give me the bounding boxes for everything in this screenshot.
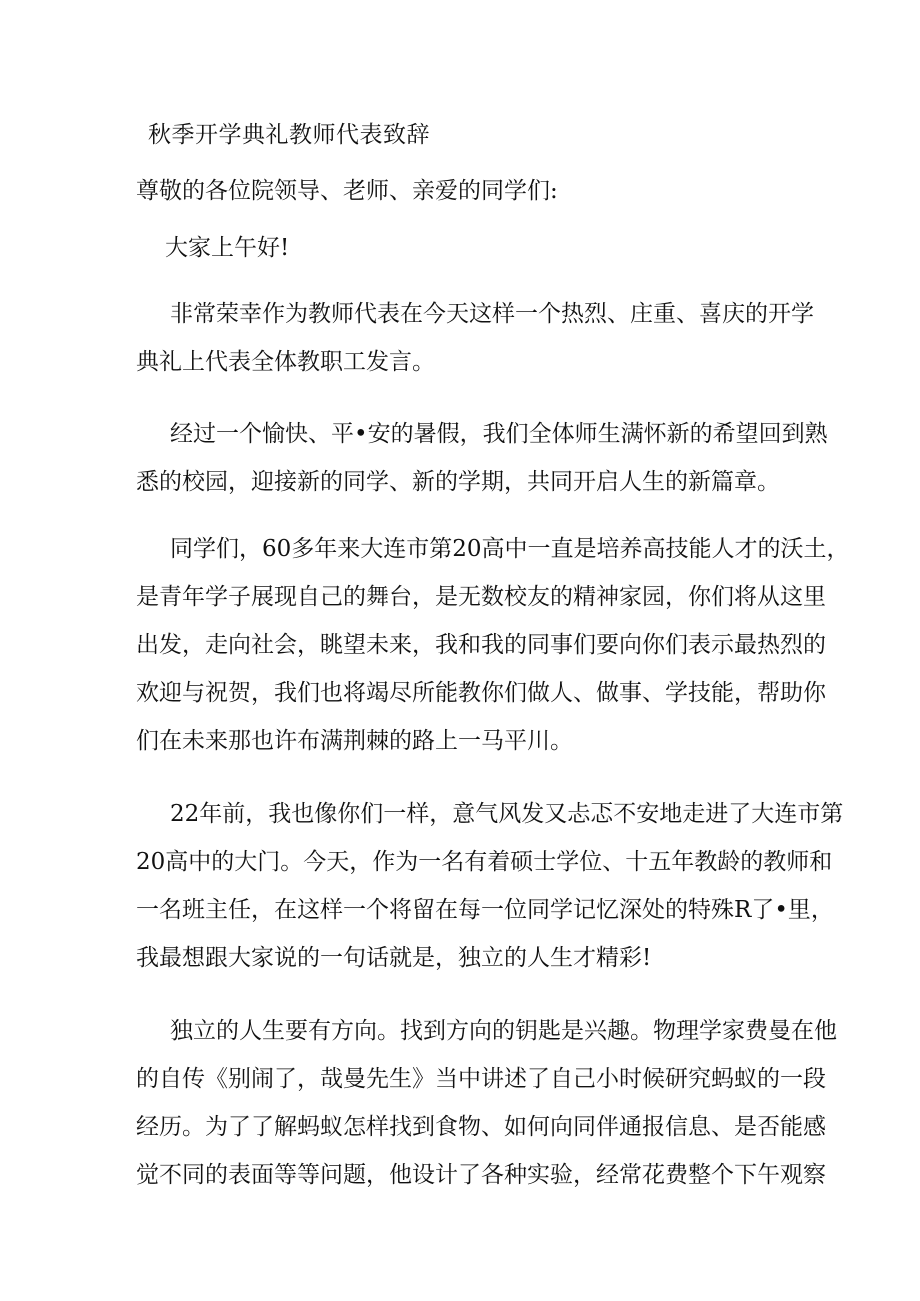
paragraph-line: 欢迎与祝贺，我们也将竭尽所能教你们做人、做事、学技能，帮助你 xyxy=(136,680,826,706)
paragraph-line: 出发，走向社会，眺望未来，我和我的同事们要向你们表示最热烈的 xyxy=(136,632,826,658)
paragraph-line: 典礼上代表全体教职工发言。 xyxy=(136,349,435,375)
paragraph-line: 是青年学子展现自己的舞台，是无数校友的精神家园，你们将从这里 xyxy=(136,584,826,610)
document-title: 秋季开学典礼教师代表致辞 xyxy=(148,122,430,148)
paragraph-2 xyxy=(136,410,828,506)
paragraph-3 xyxy=(136,525,850,765)
paragraph-line: 22年前，我也像你们一样，意气风发又忐忑不安地走进了大连市第 xyxy=(170,801,844,827)
paragraph-line: 悉的校园，迎接新的同学、新的学期，共同开启人生的新篇章。 xyxy=(136,469,780,495)
paragraph-4 xyxy=(136,790,844,982)
paragraph-line: 的自传《别闹了，哉曼先生》当中讲述了自己小时候研究蚂蚁的一段 xyxy=(136,1066,826,1092)
greeting: 大家上午好! xyxy=(165,235,290,261)
paragraph-5 xyxy=(136,1007,837,1199)
salutation: 尊敬的各位院领导、老师、亲爱的同学们: xyxy=(136,178,558,204)
paragraph-line: 独立的人生要有方向。找到方向的钥匙是兴趣。物理学家费曼在他 xyxy=(170,1018,837,1044)
paragraph-line: 非常荣幸作为教师代表在今天这样一个热烈、庄重、喜庆的开学 xyxy=(170,301,814,327)
paragraph-line: 经过一个愉快、平•安的暑假，我们全体师生满怀新的希望回到熟 xyxy=(170,421,828,447)
paragraph-line: 我最想跟大家说的一句话就是，独立的人生才精彩! xyxy=(136,945,652,971)
paragraph-1 xyxy=(136,290,814,386)
paragraph-line: 觉不同的表面等等问题，他设计了各种实验，经常花费整个下午观察 xyxy=(136,1162,826,1188)
paragraph-line: 同学们，60多年来大连市第20高中一直是培养高技能人才的沃土， xyxy=(170,536,850,562)
paragraph-line: 们在未来那也许布满荆棘的路上一马平川。 xyxy=(136,728,573,754)
paragraph-line: 经历。为了了解蚂蚁怎样找到食物、如何向同伴通报信息、是否能感 xyxy=(136,1114,826,1140)
paragraph-line: 一名班主任，在这样一个将留在每一位同学记忆深处的特殊R了•里， xyxy=(136,897,834,923)
paragraph-line: 20高中的大门。今天，作为一名有着硕士学位、十五年教龄的教师和 xyxy=(136,849,833,875)
